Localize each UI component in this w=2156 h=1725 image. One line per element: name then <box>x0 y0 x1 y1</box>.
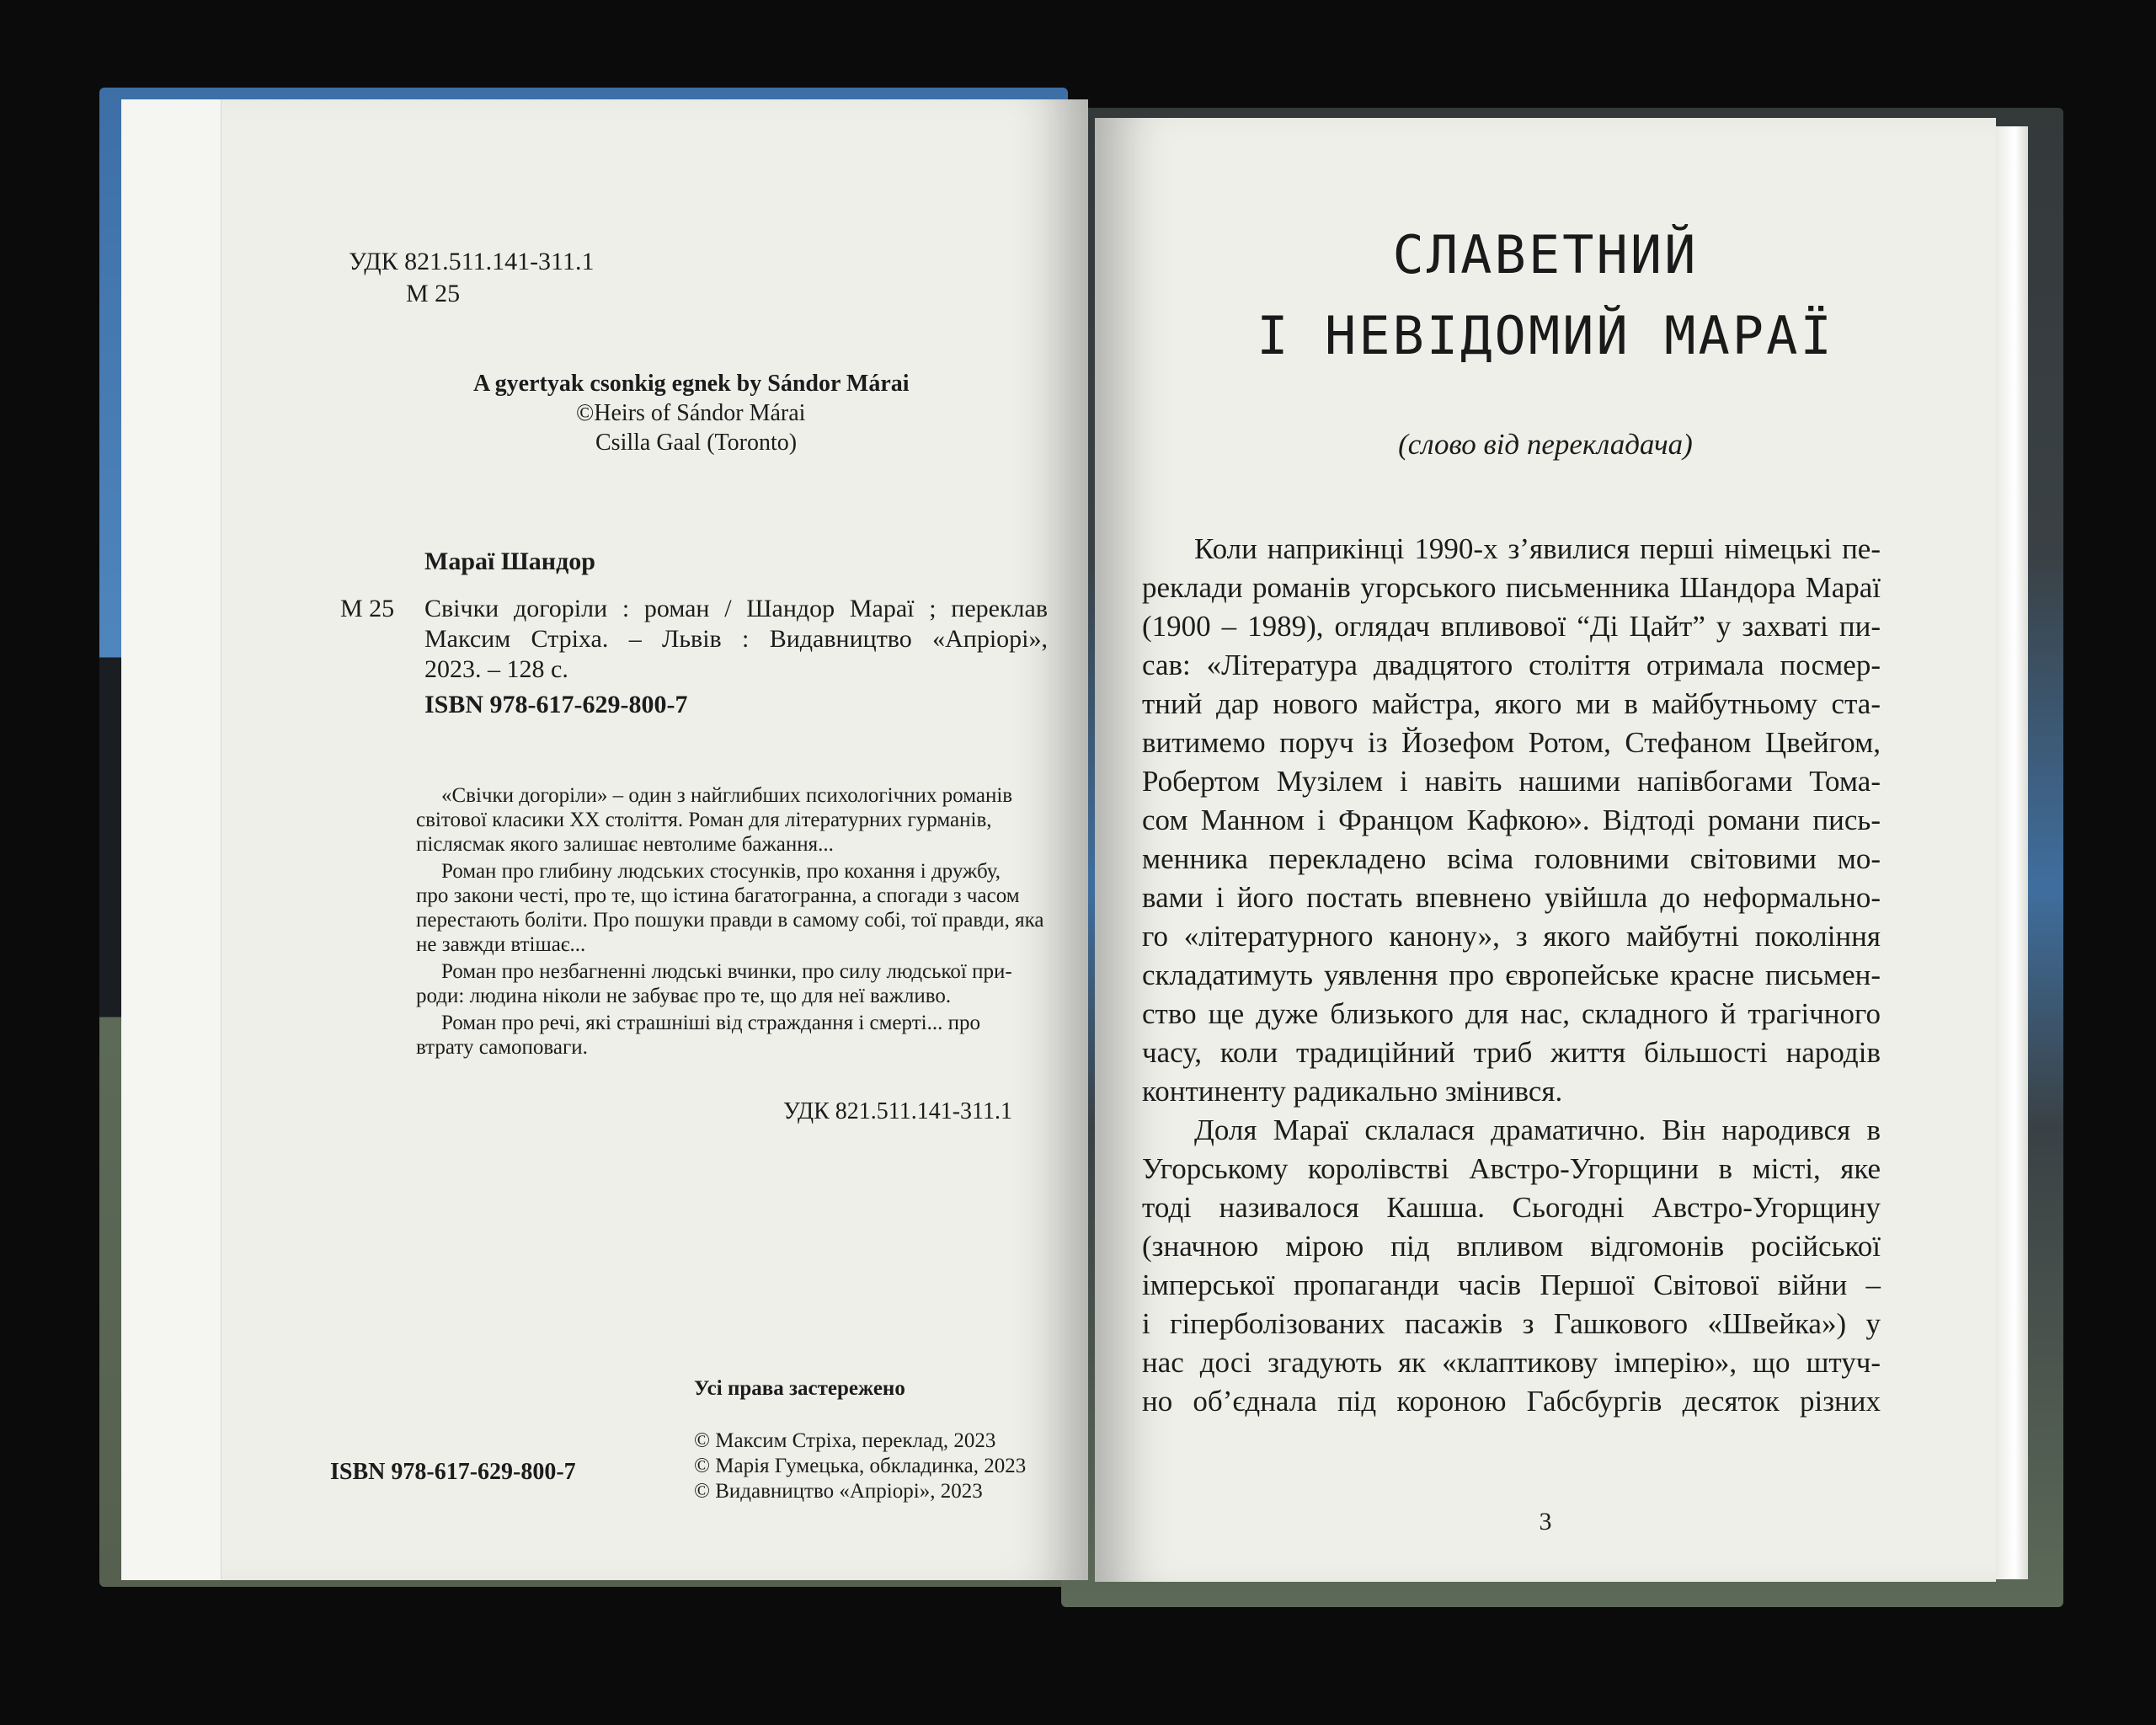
annotation-line: «Свічки догоріли» – один з найглибших психологічних романів <box>441 784 1013 807</box>
annotation-line: не завжди втішає... <box>416 933 586 956</box>
annotation-line: післясмак якого залишає невтолиме бажання... <box>416 833 834 856</box>
body-line: менника перекладено всіма головними світовими мо- <box>1142 842 1881 875</box>
chapter-title-line2: І НЕВІДОМИЙ МАРАЇ <box>1257 305 1834 366</box>
left-page <box>121 99 1088 1580</box>
body-line: сом Манном і Францом Кафкою». Відтоді романи пись- <box>1142 804 1881 836</box>
chapter-subtitle: (слово від перекладача) <box>1398 428 1693 461</box>
udk-code-bottom: УДК 821.511.141-311.1 <box>783 1098 1013 1124</box>
body-line: Доля Мараї склалася драматично. Він народився в <box>1194 1114 1881 1146</box>
catalog-line: Максим Стріха. – Львів : Видавництво «Апріорі», <box>424 625 1048 653</box>
index-code-top: M 25 <box>406 280 461 307</box>
body-line: го «літературного канону», з якого майбутні покоління <box>1142 920 1881 953</box>
annotation-line: Роман про речі, які страшніші від страждання і смерті... про <box>441 1012 980 1034</box>
body-line: ство ще дуже близького для нас, складного й трагічного <box>1142 997 1881 1030</box>
annotation-line: Роман про глибину людських стосунків, про кохання і дружбу, <box>441 860 1001 883</box>
catalog-line: Свічки догоріли : роман / Шандор Мараї ; переклав <box>424 595 1048 622</box>
credit-line: © Максим Стріха, переклад, 2023 <box>694 1429 996 1452</box>
copyright-heirs: ©Heirs of Sándor Márai <box>576 400 806 426</box>
body-line: реклади романів угорського письменника Шандора Мараї <box>1142 571 1881 604</box>
body-line: витимемо поруч із Йозефом Ротом, Стефаном Цвейгом, <box>1142 726 1881 759</box>
catalog-index: М 25 <box>340 595 395 622</box>
body-line: часу, коли традиційний триб життя більшості народів <box>1142 1036 1881 1069</box>
body-line: нас досі згадують як «клаптикову імперію», що штуч- <box>1142 1346 1881 1379</box>
annotation-line: перестають боліти. Про пошуки правди в самому собі, тої правди, яка <box>416 909 1044 932</box>
body-line: складатимуть уявлення про європейське красне письмен- <box>1142 959 1881 991</box>
copyright-agent: Csilla Gaal (Toronto) <box>595 430 798 456</box>
rights-reserved: Усі права застережено <box>694 1377 905 1400</box>
page-stack-edge <box>1994 126 2028 1579</box>
credit-line: © Марія Гумецька, обкладинка, 2023 <box>694 1455 1027 1477</box>
body-line: Угорському королівстві Австро-Угорщини в місті, яке <box>1142 1152 1881 1185</box>
body-line: континенту радикально змінився. <box>1142 1075 1563 1108</box>
udk-code-top: УДК 821.511.141-311.1 <box>349 248 595 275</box>
body-line: вами і його постать впевнено увійшла до неформально- <box>1142 881 1881 914</box>
catalog-line: 2023. – 128 с. <box>424 655 568 683</box>
annotation-line: роди: людина ніколи не забуває про те, що для неї важливо. <box>416 985 952 1007</box>
body-line: тоді називалося Кашша. Сьогодні Австро-Угорщину <box>1142 1191 1881 1224</box>
body-line: імперської пропаганди часів Першої Світової війни – <box>1142 1268 1881 1301</box>
body-line: (1900 – 1989), оглядач впливової “Ді Цайт” у захваті пи- <box>1142 610 1881 643</box>
body-line: (значною мірою під впливом відгомонів російської <box>1142 1230 1881 1263</box>
body-line: тний дар нового майстра, якого ми в майбутньому ста- <box>1142 687 1881 720</box>
body-line: Робертом Музілем і навіть нашими напівбогами Тома- <box>1142 765 1881 798</box>
page-number: 3 <box>1539 1508 1552 1535</box>
annotation-line: світової класики XX століття. Роман для літературних гурманів, <box>416 809 992 831</box>
isbn-bottom: ISBN 978-617-629-800-7 <box>330 1459 576 1485</box>
annotation-line: Роман про незбагненні людські вчинки, про силу людської при- <box>441 960 1012 983</box>
page-edge <box>121 99 221 1580</box>
original-title: A gyertyak csonkig egnek by Sándor Márai <box>473 371 910 397</box>
body-line: но об’єднала під короною Габсбургів десяток різних <box>1142 1385 1881 1418</box>
credit-line: © Видавництво «Апріорі», 2023 <box>694 1480 983 1503</box>
body-line: і гіперболізованих пасажів з Гашкового «Швейка») у <box>1142 1307 1881 1340</box>
chapter-title-line1: СЛАВЕТНИЙ <box>1392 224 1699 286</box>
body-line: Коли наприкінці 1990-х з’явилися перші німецькі пе- <box>1194 532 1881 565</box>
right-page <box>1095 118 1996 1582</box>
author-heading: Мараї Шандор <box>424 547 595 575</box>
annotation-line: про закони честі, про те, що істина багатогранна, а спогади з часом <box>416 884 1020 907</box>
isbn-catalog: ISBN 978-617-629-800-7 <box>424 691 688 718</box>
annotation-line: втрату самоповаги. <box>416 1036 588 1059</box>
body-line: сав: «Література двадцятого століття отримала посмер- <box>1142 649 1881 681</box>
